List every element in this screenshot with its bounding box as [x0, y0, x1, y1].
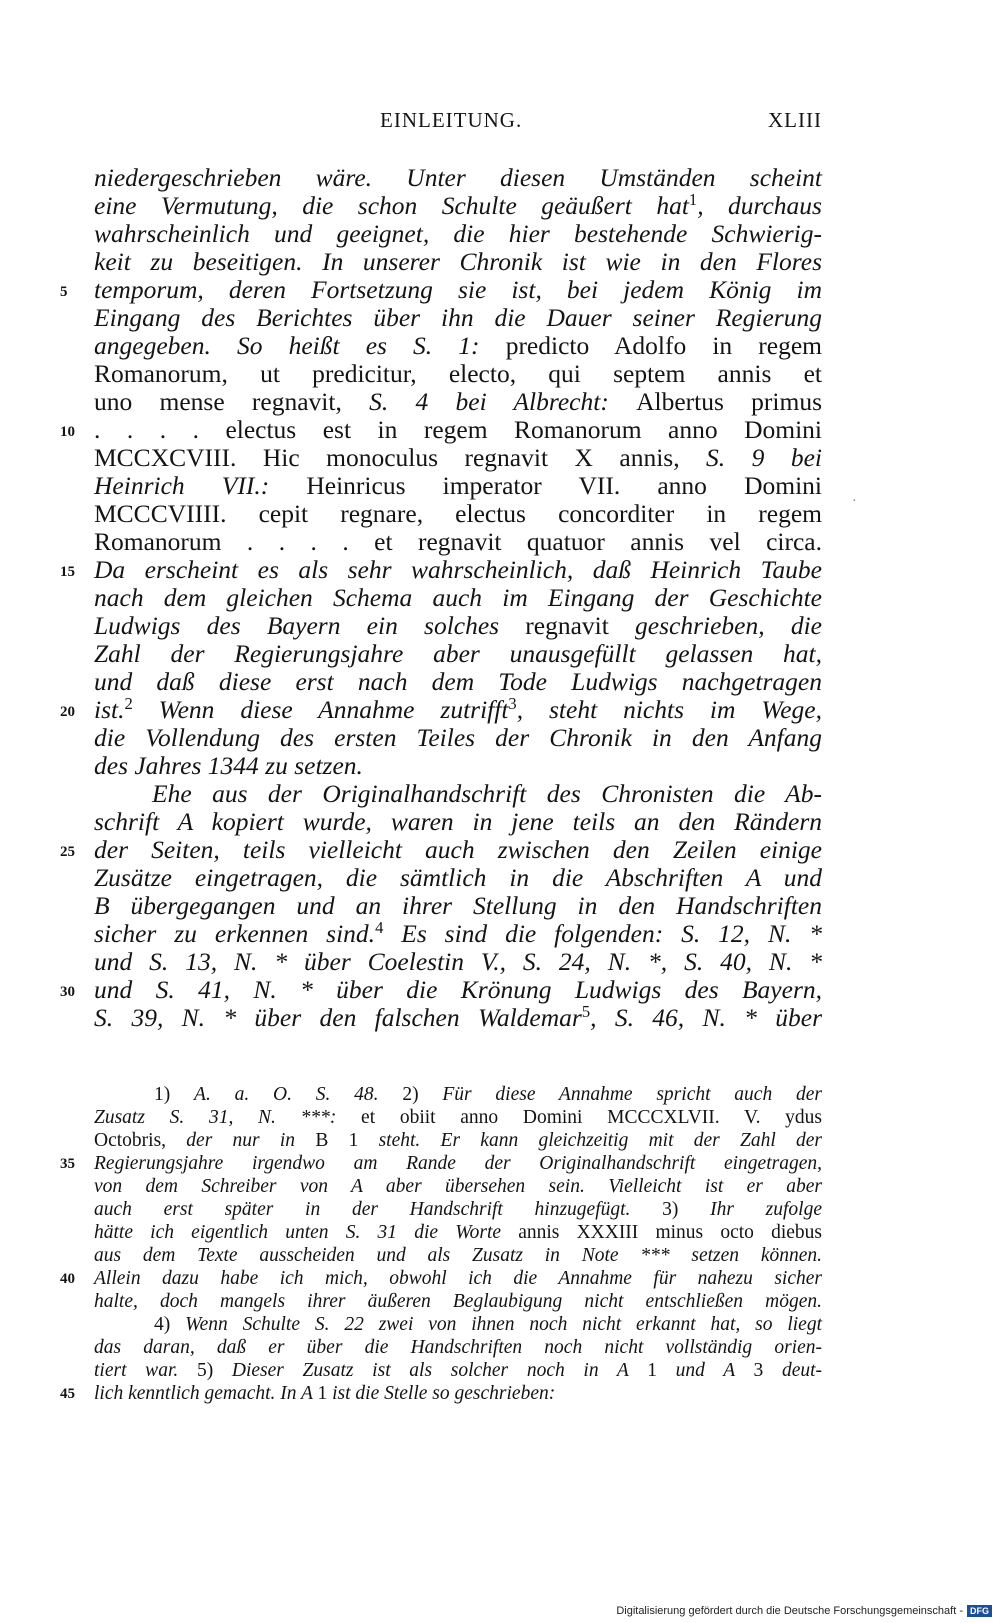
text-line [94, 248, 822, 276]
text-run: B 1 [315, 1130, 379, 1151]
text-line [94, 220, 822, 248]
text-run: Romanorum . . . . et regnavit quatuor annis vel circa. [94, 527, 822, 556]
text-run: , S. 46, N. * über [590, 1003, 822, 1032]
footnote-line [94, 1083, 822, 1106]
text-line [94, 500, 822, 528]
text-run: und A [675, 1360, 754, 1381]
text-run: Regierungsjahre irgendwo am Rande der Originalhandschrift eingetragen, [94, 1153, 822, 1174]
text-run: deut- [781, 1360, 823, 1381]
footnote-line [60, 1382, 822, 1405]
text-run: regnavit [525, 611, 636, 640]
text-line [94, 584, 822, 612]
text-line [94, 1001, 822, 1032]
text-run: uno mense regnavit, [94, 387, 370, 416]
text-run: Ludwigs des Bayern ein solches [94, 611, 526, 640]
line-number: 25 [60, 844, 75, 860]
text-run: und S. 41, N. * über die Krönung Ludwigs des Bayern, [94, 975, 822, 1004]
text-run: MCCXCVIII. Hic monoculus regnavit X annis, [94, 443, 707, 472]
text-run: Ehe aus der Originalhandschrift des Chronisten die Ab- [152, 779, 822, 808]
footnote-line [94, 1359, 822, 1382]
footnote-line [60, 1152, 822, 1175]
footnote-line [94, 1129, 822, 1152]
text-run: Da erscheint es als sehr wahrscheinlich, daß Heinrich Taube [94, 555, 822, 584]
footnote-line [94, 1106, 822, 1129]
text-run: aus dem Texte ausscheiden und als Zusatz in Note *** setzen können. [94, 1245, 822, 1266]
text-line [94, 612, 822, 640]
footnotes [60, 1083, 823, 1405]
text-run: wahrscheinlich und geeignet, die hier bestehende Schwierig- [94, 219, 822, 248]
text-line [94, 780, 822, 808]
text-run: 4) [154, 1314, 186, 1335]
text-line [94, 752, 822, 780]
text-run: S. 4 bei Albrecht: [369, 387, 637, 416]
text-run: , steht nichts im Wege, [516, 695, 822, 724]
page-header [94, 108, 822, 144]
text-run: nach dem gleichen Schema auch im Eingang der Geschichte [94, 583, 822, 612]
text-run: 2) [402, 1084, 443, 1105]
text-line [94, 668, 822, 696]
footnote-line [94, 1175, 822, 1198]
digitization-credit [616, 1605, 992, 1617]
text-run: Es sind die folgenden: S. 12, N. * [383, 919, 822, 948]
text-run: schrift A kopiert wurde, waren in jene teils an den Rändern [94, 807, 822, 836]
text-run: auch erst später in der Handschrift hinzugefügt. [94, 1199, 663, 1220]
text-run: steht. Er kann gleichzeitig mit der Zahl der [378, 1130, 823, 1151]
footnote-ref: 2 [124, 693, 133, 713]
text-line [94, 892, 822, 920]
text-line [60, 555, 822, 584]
line-number: 35 [60, 1156, 75, 1172]
text-run: Romanorum, ut predicitur, electo, qui septem annis et [94, 359, 822, 388]
text-line [94, 164, 822, 192]
credit-text: Digitalisierung gefördert durch die Deutsche Forschungsgemeinschaft - [616, 1605, 963, 1617]
text-run: 1 [317, 1383, 333, 1404]
text-run: predicto Adolfo in regem [505, 331, 822, 360]
text-run: , durchaus [697, 191, 822, 220]
line-number: 40 [60, 1271, 75, 1287]
text-line [60, 415, 822, 444]
text-line [60, 275, 822, 304]
text-line [60, 835, 822, 864]
text-run: Heinrich VII.: [94, 471, 307, 500]
text-run: et obiit anno Domini MCCCXLVII. V. ydus [361, 1107, 822, 1128]
text-line [60, 975, 822, 1004]
text-run: ist die Stelle so geschrieben: [332, 1383, 556, 1404]
text-run: B übergegangen und an ihrer Stellung in den Handschriften [94, 891, 822, 920]
footnote-line [94, 1336, 822, 1359]
text-line [94, 948, 822, 976]
text-run: Zusatz S. 31, N. ***: [94, 1107, 362, 1128]
text-run: tiert war. [94, 1360, 197, 1381]
text-run: annis XXXIII minus octo diebus [518, 1222, 822, 1243]
footnote-ref: 5 [581, 1001, 591, 1021]
text-run: der nur in [186, 1130, 316, 1151]
text-line [94, 808, 822, 836]
text-line [94, 332, 822, 360]
text-run: sicher zu erkennen sind. [94, 919, 376, 948]
text-run: 5) [196, 1360, 232, 1381]
text-run: MCCCVIIII. cepit regnare, electus concorditer in regem [94, 499, 822, 528]
text-run: Octobris, [94, 1130, 187, 1151]
text-run: temporum, deren Fortsetzung sie ist, bei jedem König im [94, 275, 822, 304]
footnote-line [94, 1313, 822, 1336]
text-line [94, 528, 822, 556]
text-run: und S. 13, N. * über Coelestin V., S. 24, N. *, S. 40, N. * [94, 947, 822, 976]
text-run: angegeben. So heißt es S. 1: [94, 331, 506, 360]
text-run: das daran, daß er über die Handschriften noch nicht vollständig orien- [94, 1337, 822, 1358]
text-run: . . . . electus est in regem Romanorum anno Domini [94, 415, 822, 444]
text-run: Ihr zufolge [710, 1199, 822, 1220]
text-run: Wenn diese Annahme zutrifft [132, 695, 509, 724]
footnote-line [94, 1290, 822, 1313]
text-run: der Seiten, teils vielleicht auch zwischen den Zeilen einige [94, 835, 822, 864]
line-number: 15 [60, 564, 75, 580]
text-run: und daß diese erst nach dem Tode Ludwigs nachgetragen [94, 667, 822, 696]
text-run: Dieser Zusatz ist als solcher noch in A [231, 1360, 648, 1381]
text-run: niedergeschrieben wäre. Unter diesen Umständen scheint [94, 163, 822, 192]
dfg-logo: DFG [967, 1605, 992, 1617]
text-line [94, 864, 822, 892]
footnote-line [94, 1198, 822, 1221]
text-run: geschrieben, die [635, 611, 822, 640]
text-run: von dem Schreiber von A aber übersehen sein. Vielleicht ist er aber [94, 1176, 822, 1197]
text-run: 1 [647, 1360, 676, 1381]
text-line [94, 304, 822, 332]
running-head: EINLEITUNG. [380, 108, 523, 132]
text-run: eine Vermutung, die schon Schulte geäußert hat [94, 191, 689, 220]
footnote-ref: 3 [508, 693, 517, 713]
page-number: XLIII [768, 108, 822, 132]
footnote-ref: 1 [688, 189, 698, 209]
text-run: keit zu beseitigen. In unserer Chronik ist wie in den Flores [94, 247, 822, 276]
line-number: 10 [60, 424, 75, 440]
line-number: 20 [60, 704, 75, 720]
text-run: Für diese Annahme spricht auch der [442, 1084, 822, 1105]
text-run: Zusätze eingetragen, die sämtlich in die Abschriften A und [94, 863, 822, 892]
text-line [94, 444, 822, 472]
line-number: 30 [60, 984, 75, 1000]
text-run: hätte ich eigentlich unten S. 31 die Worte [94, 1222, 519, 1243]
text-run: die Vollendung des ersten Teiles der Chronik in den Anfang [94, 723, 822, 752]
main-text [60, 163, 822, 1032]
footnote-line [94, 1221, 822, 1244]
text-run: Heinricus imperator VII. anno Domini [306, 471, 822, 500]
text-line [94, 360, 822, 388]
line-number: 45 [60, 1386, 75, 1402]
text-run: 3 [753, 1360, 782, 1381]
text-run: S. 39, N. * über den falschen Waldemar [94, 1003, 582, 1032]
text-line [94, 388, 822, 416]
line-number: 5 [60, 284, 68, 300]
text-run: Zahl der Regierungsjahre aber unausgefüllt gelassen hat, [94, 639, 822, 668]
text-run: Wenn Schulte S. 22 zwei von ihnen noch nicht erkannt hat, so liegt [185, 1314, 822, 1335]
text-line [94, 724, 822, 752]
text-run: S. 9 bei [706, 443, 822, 472]
text-line [60, 693, 822, 724]
text-run: Albertus primus [636, 387, 822, 416]
text-run: des Jahres 1344 zu setzen. [94, 751, 363, 780]
text-run: 3) [662, 1199, 711, 1220]
text-run: Eingang des Berichtes über ihn die Dauer seiner Regierung [94, 303, 822, 332]
text-run: 1) [154, 1084, 195, 1105]
text-run: ist. [94, 695, 125, 724]
footnote-ref: 4 [375, 917, 384, 937]
text-run: Allein dazu habe ich mich, obwohl ich die Annahme für nahezu sicher [94, 1268, 822, 1289]
footnote-line [94, 1244, 822, 1267]
text-line [94, 917, 822, 948]
text-line [94, 640, 822, 668]
text-run: A. a. O. S. 48. [194, 1084, 403, 1105]
text-run: lich kenntlich gemacht. In A [94, 1383, 318, 1404]
margin-mark: · [852, 494, 857, 509]
text-run: halte, doch mangels ihrer äußeren Beglaubigung nicht entschließen mögen. [94, 1291, 822, 1312]
text-line [94, 472, 822, 500]
text-line [94, 189, 822, 220]
footnote-line [60, 1267, 822, 1290]
